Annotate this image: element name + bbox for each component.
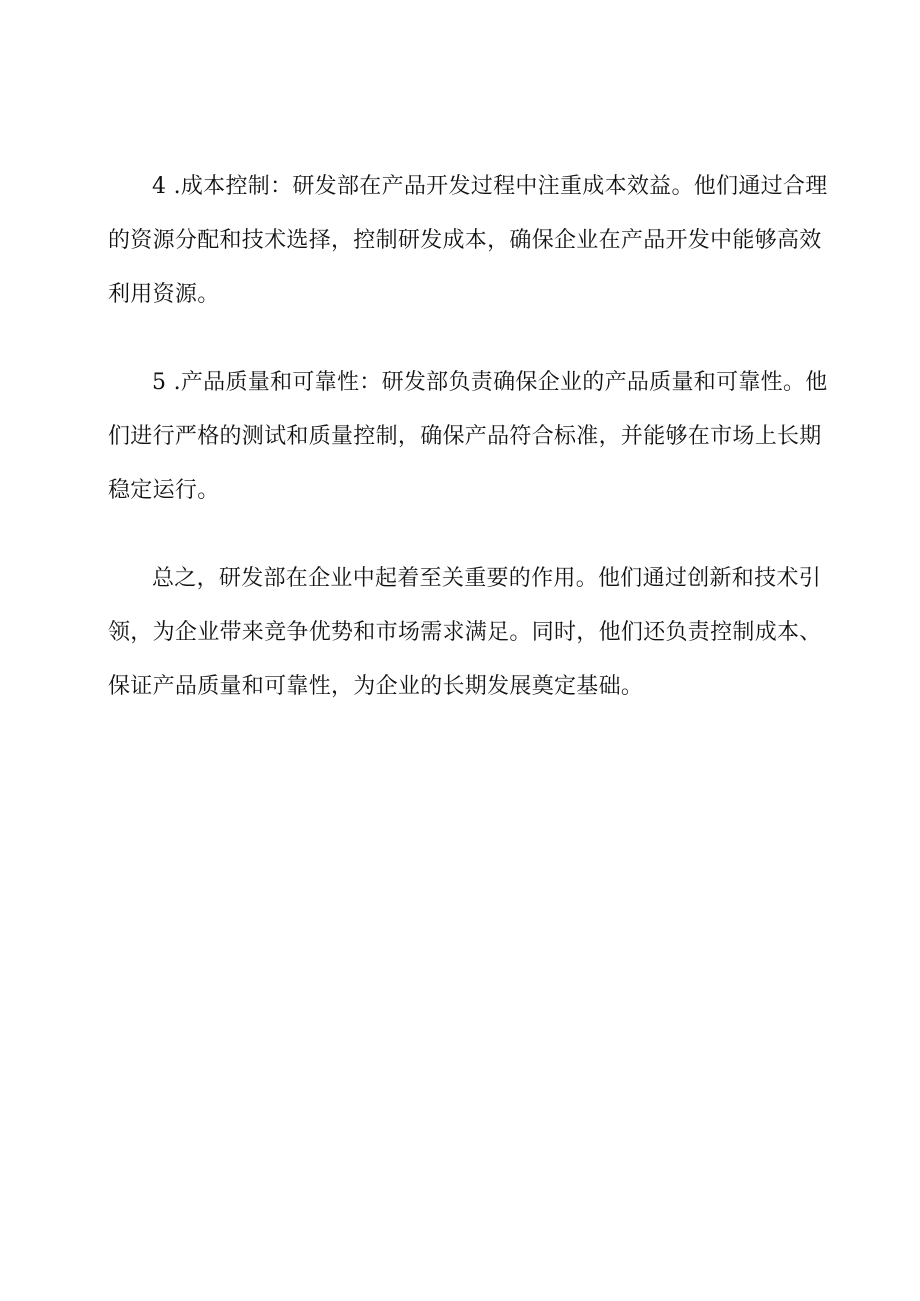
paragraph-cost-control: 4 .成本控制：研发部在产品开发过程中注重成本效益。他们通过合理的资源分配和技术选择，控制研发成本，确保企业在产品开发中能够高效利用资源。 xyxy=(108,174,828,307)
paragraph-summary: 总之，研发部在企业中起着至关重要的作用。他们通过创新和技术引领，为企业带来竞争优势和市场需求满足。同时，他们还负责控制成本、保证产品质量和可靠性，为企业的长期发展奠定基础。 xyxy=(108,566,822,699)
paragraph-quality-reliability: 5 .产品质量和可靠性：研发部负责确保企业的产品质量和可靠性。他们进行严格的测试和质量控制，确保产品符合标准，并能够在市场上长期稳定运行。 xyxy=(108,370,828,503)
